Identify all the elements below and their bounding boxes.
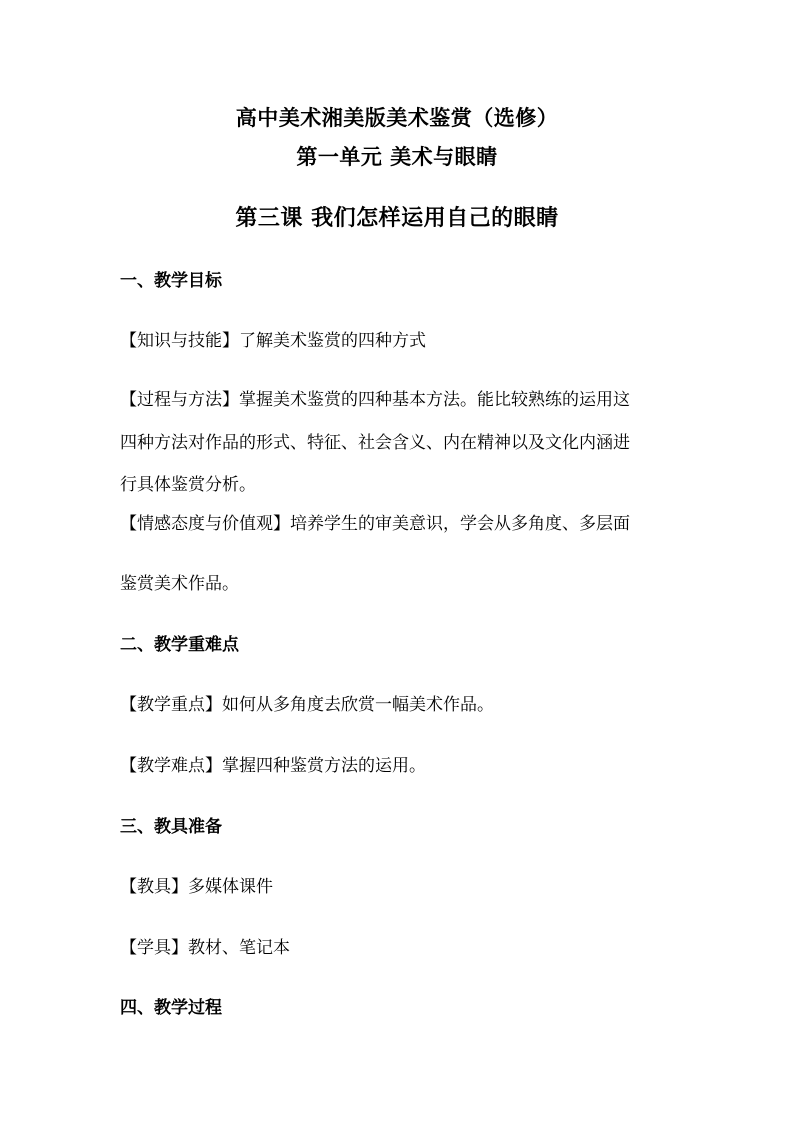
objective-process-line-1: 【过程与方法】掌握美术鉴赏的四种基本方法。能比较熟练的运用这 bbox=[120, 390, 630, 410]
objective-process-line-3: 行具体鉴赏分析。 bbox=[120, 475, 256, 495]
materials-teacher: 【教具】多媒体课件 bbox=[120, 877, 273, 897]
section-heading-key-points: 二、教学重难点 bbox=[120, 635, 239, 655]
materials-student: 【学具】教材、笔记本 bbox=[120, 938, 290, 958]
objective-process-line-2: 四种方法对作品的形式、特征、社会含义、内在精神以及文化内涵进 bbox=[120, 433, 630, 453]
objective-emotion-line-2: 鉴赏美术作品。 bbox=[120, 574, 239, 594]
section-heading-objectives: 一、教学目标 bbox=[120, 271, 222, 291]
key-point-focus: 【教学重点】如何从多角度去欣赏一幅美术作品。 bbox=[120, 695, 494, 715]
key-point-difficulty: 【教学难点】掌握四种鉴赏方法的运用。 bbox=[120, 756, 426, 776]
lesson-title: 第三课 我们怎样运用自己的眼睛 bbox=[235, 205, 559, 231]
unit-title: 第一单元 美术与眼睛 bbox=[296, 144, 498, 169]
section-heading-materials: 三、教具准备 bbox=[120, 817, 222, 837]
section-heading-procedure: 四、教学过程 bbox=[120, 998, 222, 1018]
objective-emotion-line-1: 【情感态度与价值观】培养学生的审美意识，学会从多角度、多层面 bbox=[120, 514, 630, 534]
objective-knowledge: 【知识与技能】了解美术鉴赏的四种方式 bbox=[120, 331, 426, 351]
course-title: 高中美术湘美版美术鉴赏（选修） bbox=[235, 105, 559, 130]
